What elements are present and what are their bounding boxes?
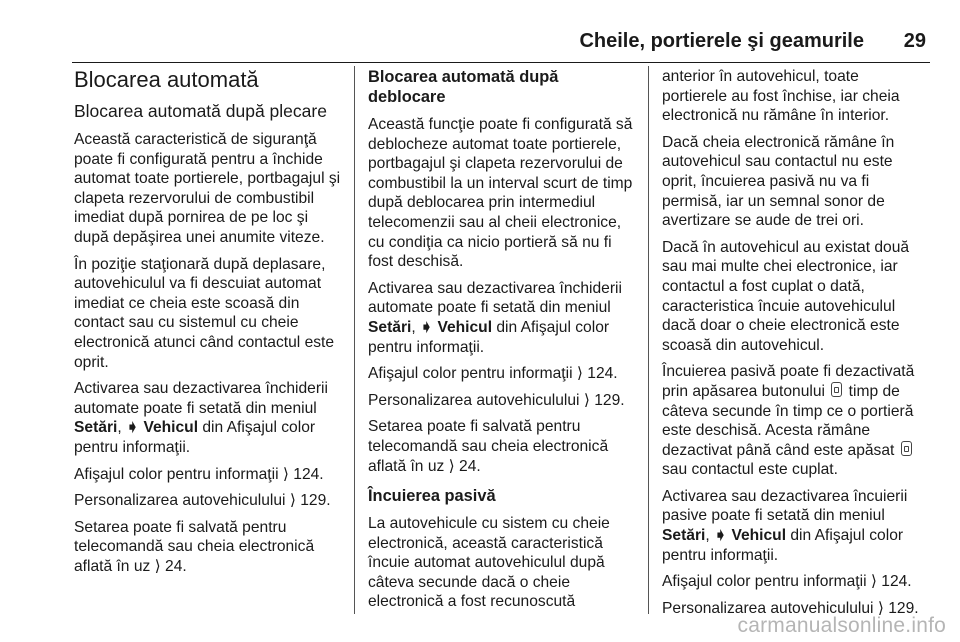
cross-reference: Personalizarea autovehiculului ⟩ 129. [74,492,331,510]
column-divider [354,66,355,614]
paragraph: Această funcţie poate fi configurată să deblocheze automat toate portierele, portbagajul şi clapeta rezervorului de combustibil la un interval scurt de timp după deblocarea prin intermediul telecomenzii sau al cheii electronice, cu condiţia ca nicio portieră să nu fi fost deschisă. [368,116,633,271]
paragraph: La autovehicule cu sistem cu cheie electronică, această caracteristică încuie automat autovehiculul după câteva secunde dacă o cheie electronică a fost recunoscută [368,515,610,611]
menu-settings: Setări [662,527,706,545]
paragraph: Setarea poate fi salvată pentru telecomandă sau cheia electronică aflată în uz ⟩ 24. [74,518,315,575]
menu-vehicle: Vehicul [437,318,493,336]
menu-settings: Setări [368,318,412,336]
unlock-button-icon [831,382,842,397]
column-3 [662,67,928,625]
column-1 [74,66,346,583]
page-header [72,26,930,63]
lock-button-icon [901,441,912,456]
subsection-heading: Blocarea automată după deblocare [368,68,559,106]
cross-reference: Afişajul color pentru informaţii ⟩ 124. [74,465,324,483]
arrow-icon: ➧ [420,318,434,336]
column-2 [368,67,638,619]
menu-settings: Setări [74,419,118,437]
menu-vehicle: Vehicul [731,527,787,545]
paragraph: Activarea sau dezactivarea încuierii pasive poate fi setată din meniul Setări, ➧ Vehicul din Afişajul color pentru informaţii. [662,487,908,564]
paragraph: Dacă în autovehicul au existat două sau mai multe chei electronice, iar contactul a fost cuplat o dată, caracteristica încuie autovehiculul dacă doar o cheie electronică este scoasă din autovehicul. [662,238,910,354]
column-divider [648,66,649,614]
page-number: 29 [903,30,926,52]
chapter-title: Cheile, portierele şi geamurile [579,30,864,52]
paragraph: Încuierea pasivă poate fi dezactivată prin apăsarea butonului timp de câteva secunde în timp ce o portieră este deschisă. Acesta rămâne dezactivat până când este apăsat sau contactul este cuplat. [662,363,915,479]
watermark: carmanualsonline.info [737,614,946,637]
paragraph: Activarea sau dezactivarea închiderii automate poate fi setată din meniul Setări, ➧ Vehicul din Afişajul color pentru informaţii. [74,380,328,456]
paragraph: Activarea sau dezactivarea închiderii automate poate fi setată din meniul Setări, ➧ Vehicul din Afişajul color pentru informaţii. [368,279,622,356]
cross-reference: Personalizarea autovehiculului ⟩ 129. [662,599,919,617]
cross-reference: Afişajul color pentru informaţii ⟩ 124. [662,573,912,591]
paragraph: Setarea poate fi salvată pentru telecomandă sau cheia electronică aflată în uz ⟩ 24. [368,418,609,475]
cross-reference: Personalizarea autovehiculului ⟩ 129. [368,391,625,409]
paragraph: Dacă cheia electronică rămâne în autovehicul sau contactul nu este oprit, încuierea pasivă nu va fi permisă, iar un semnal sonor de avertizare se aude de trei ori. [662,133,895,230]
paragraph: anterior în autovehicul, toate portierele au fost închise, iar cheia electronică nu rămâne în interior. [662,68,900,125]
arrow-icon: ➧ [126,419,140,437]
menu-vehicle: Vehicul [143,419,199,437]
subsection-heading: Blocarea automată după plecare [74,101,327,121]
paragraph: În poziţie staţionară după deplasare, autovehiculul va fi descuiat automat imediat ce cheia este scoasă din contact sau cu sistemul cu cheie electronică atunci când contactul este oprit. [74,255,335,371]
subsection-heading: Încuierea pasivă [368,487,496,506]
arrow-icon: ➧ [714,527,728,545]
cross-reference: Afişajul color pentru informaţii ⟩ 124. [368,365,618,383]
paragraph: Această caracteristică de siguranţă poate fi configurată pentru a închide automat toate portierele, portbagajul şi clapeta rezervorului de combustibil imediat după pornirea de pe loc şi după depăşirea unei anumite viteze. [74,131,341,246]
section-heading: Blocarea automată [74,67,259,92]
